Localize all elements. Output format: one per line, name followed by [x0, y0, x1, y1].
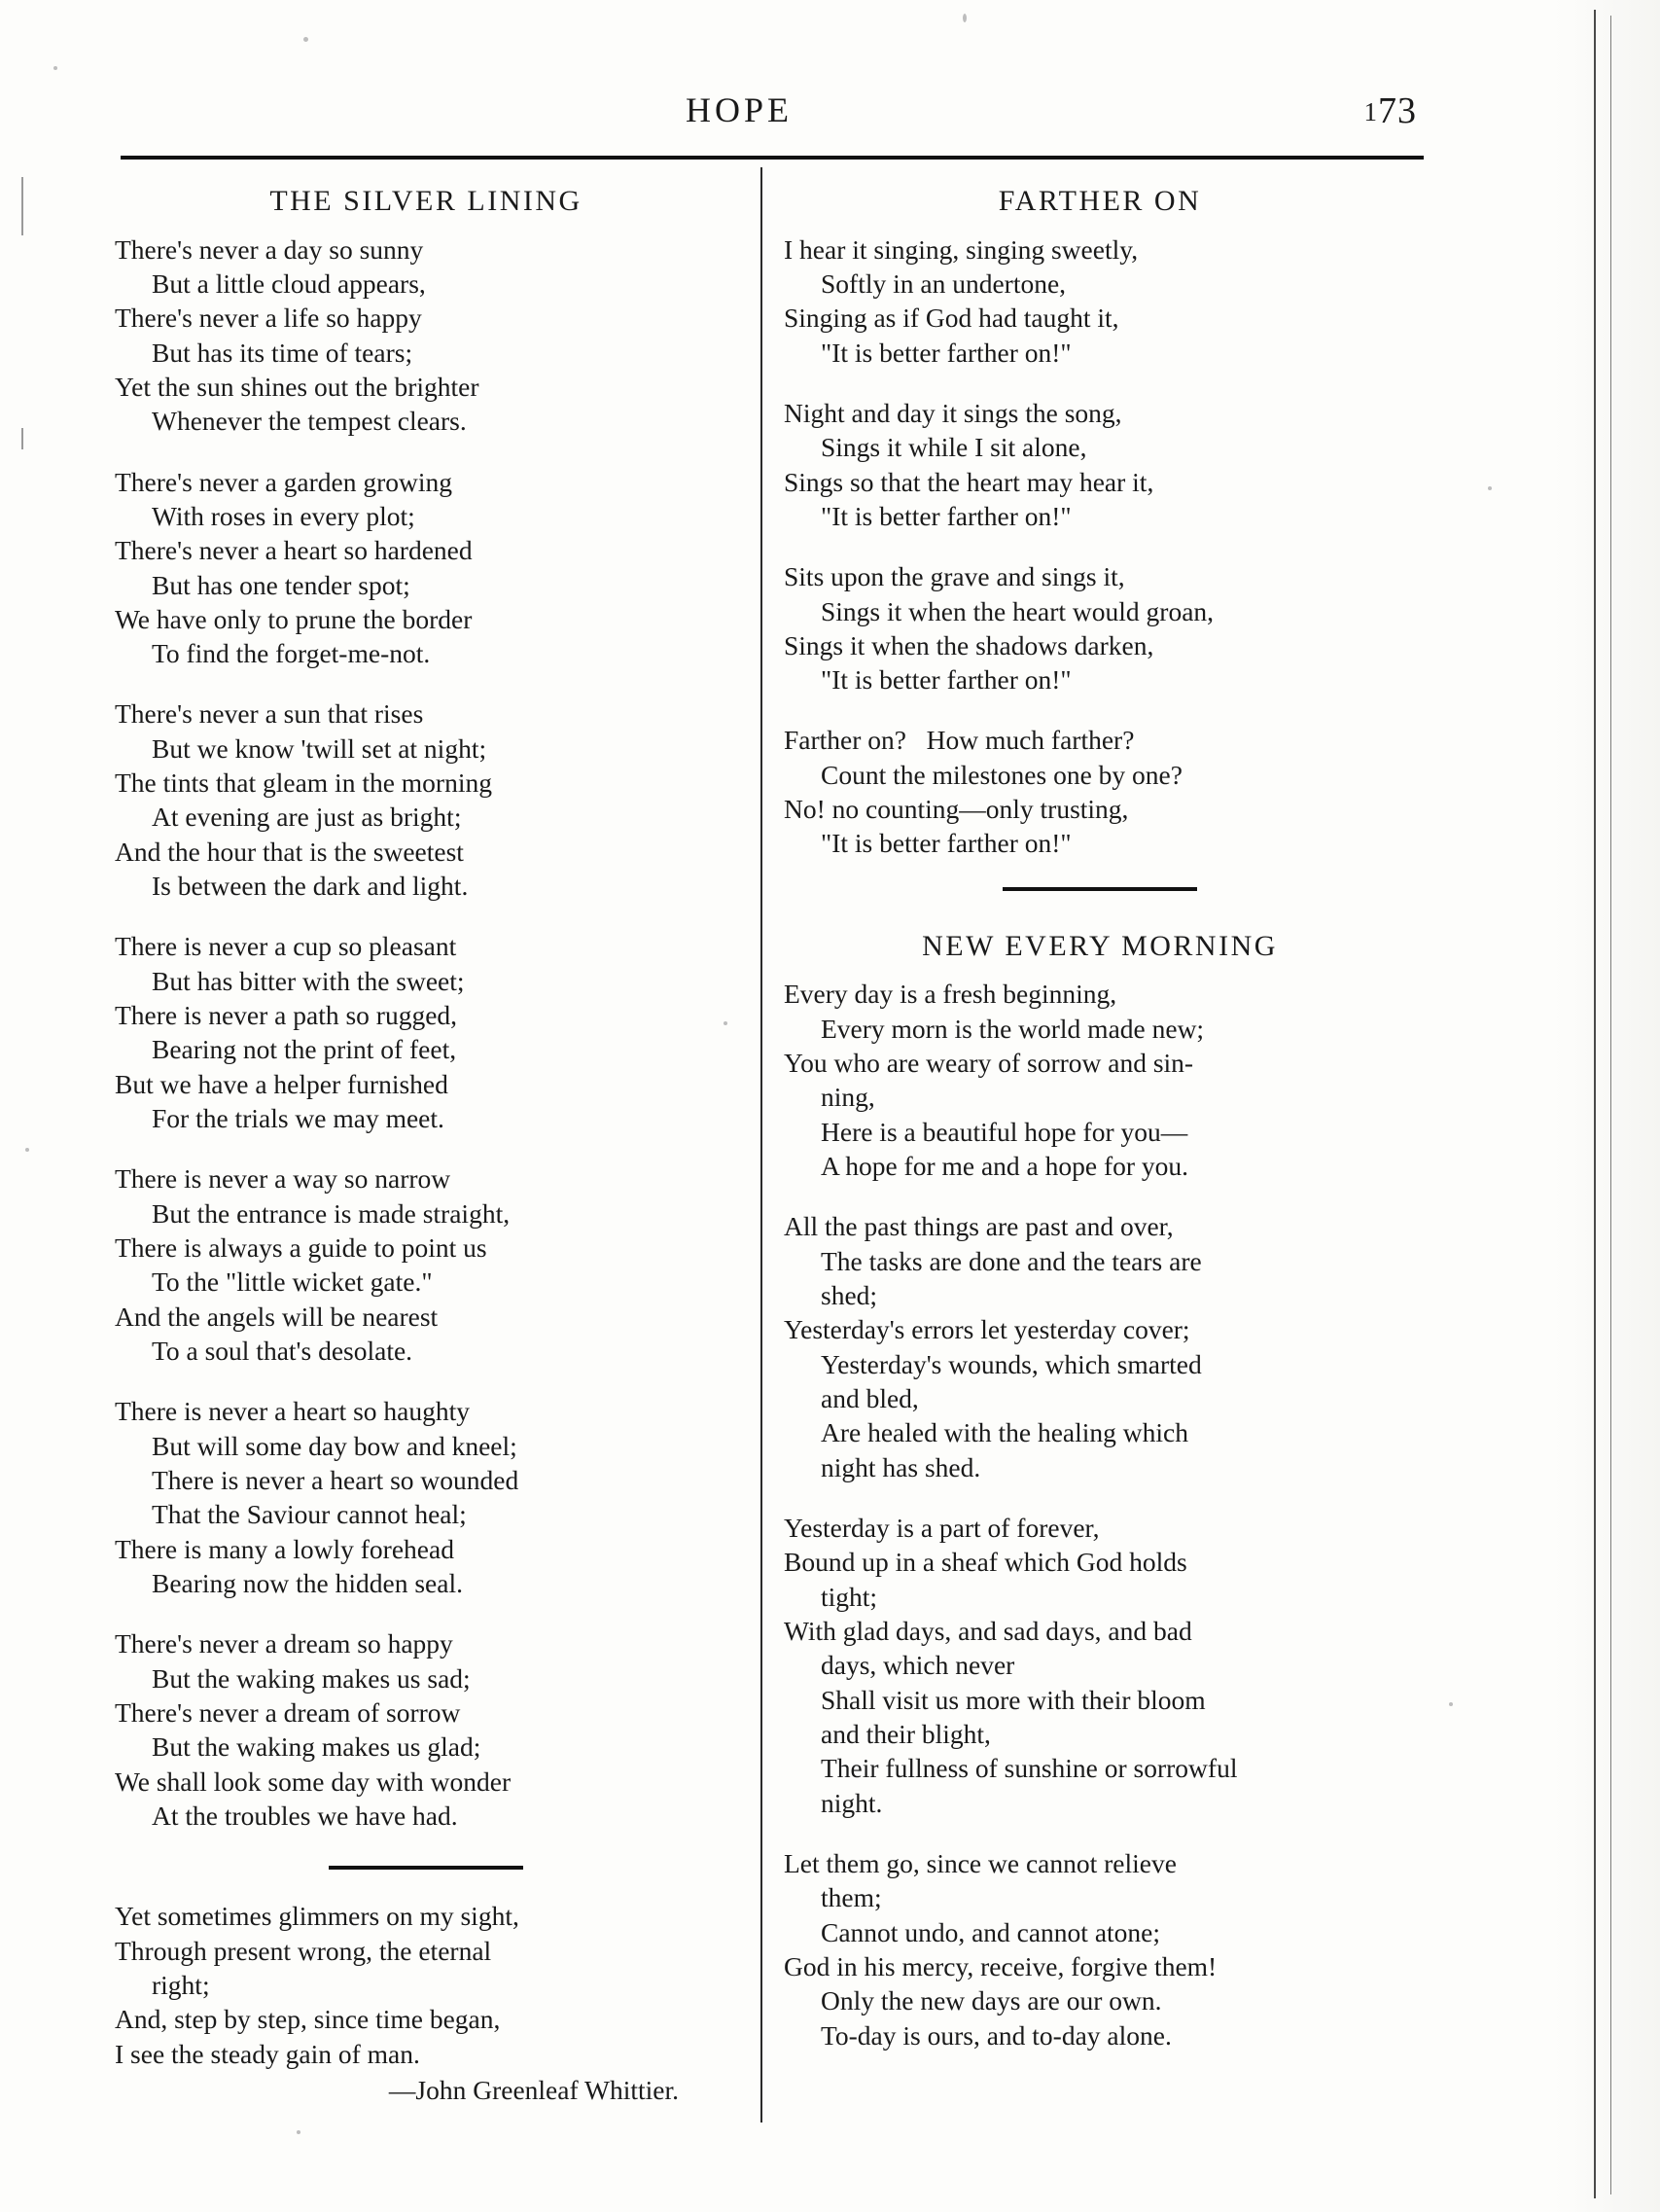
scan-speck	[1488, 486, 1492, 490]
poem-line: "It is better farther on!"	[821, 500, 1072, 531]
gutter-line-outer	[1594, 10, 1596, 2198]
stanza	[115, 1626, 737, 1833]
poem-line: Yesterday's wounds, which smarted	[821, 1348, 1202, 1379]
poem-line: "It is better farther on!"	[821, 828, 1072, 859]
poem-line: There's never a dream of sorrow	[115, 1697, 461, 1729]
poem-line: Bearing now the hidden seal.	[152, 1568, 463, 1599]
poem-line: There's never a life so happy	[115, 303, 422, 334]
poem-line: Here is a beautiful hope for you—	[821, 1116, 1188, 1147]
stanza	[784, 723, 1416, 860]
poem-line: Through present wrong, the eternal	[115, 1935, 492, 1966]
scan-speck	[724, 1021, 727, 1025]
gutter-line-inner	[1610, 16, 1611, 2194]
poem-line: Sits upon the grave and sings it,	[784, 561, 1125, 592]
poem-line: There is always a guide to point us	[115, 1232, 487, 1264]
poem-line: At evening are just as bright;	[152, 802, 462, 833]
poem-line: ning,	[821, 1082, 875, 1113]
poem-line: But has one tender spot;	[152, 569, 410, 600]
poem-line: Sings so that the heart may hear it,	[784, 466, 1154, 497]
poem-line: With glad days, and sad days, and bad	[784, 1615, 1192, 1646]
poem-line: No! no counting—only trusting,	[784, 794, 1129, 825]
stanza	[115, 232, 737, 439]
poem-line: Sings it when the shadows darken,	[784, 629, 1154, 660]
poem-line: There is never a way so narrow	[115, 1163, 451, 1195]
poem-line: right;	[152, 1969, 210, 2000]
poem-line: But has its time of tears;	[152, 337, 413, 368]
poem-line: Softly in an undertone,	[821, 268, 1067, 299]
section-rule	[1003, 887, 1197, 891]
poem-line: The tasks are done and the tears are	[821, 1245, 1202, 1276]
poem-line: Sings it when the heart would groan,	[821, 595, 1215, 626]
margin-mark-lower	[21, 428, 23, 449]
poem-line: Farther on? How much farther?	[784, 725, 1135, 756]
page-number-rest: 73	[1378, 90, 1417, 131]
scan-speck	[53, 66, 57, 70]
poem-line: days, which never	[821, 1650, 1015, 1681]
poem-line: Whenever the tempest clears.	[152, 406, 467, 437]
poem-line: Yesterday's errors let yesterday cover;	[784, 1314, 1190, 1345]
poem-line: But we know 'twill set at night;	[152, 732, 487, 764]
poem-line: "It is better farther on!"	[821, 337, 1072, 368]
poem-line: Every morn is the world made new;	[821, 1013, 1205, 1044]
poem-line: tight;	[821, 1581, 878, 1612]
scan-speck	[297, 2130, 300, 2134]
tail-poem	[115, 1899, 737, 2107]
poem-line: The tints that gleam in the morning	[115, 767, 492, 799]
poem-title-new-every-morning: NEW EVERY MORNING	[922, 929, 1278, 962]
poem-line: There is many a lowly forehead	[115, 1533, 454, 1564]
column-divider	[760, 167, 762, 2123]
poem-line: You who are weary of sorrow and sin-	[784, 1048, 1194, 1078]
poem-line: And, step by step, since time began,	[115, 2004, 501, 2035]
poem-line: Cannot undo, and cannot atone;	[821, 1916, 1161, 1947]
poem-line: Count the milestones one by one?	[821, 759, 1183, 790]
poem-line: Yet the sun shines out the brighter	[115, 371, 479, 402]
poem-line: But the waking makes us glad;	[152, 1731, 481, 1763]
poem-line: Bearing not the print of feet,	[152, 1034, 457, 1065]
poem-line: Let them go, since we cannot relieve	[784, 1847, 1177, 1878]
stanza	[115, 1394, 737, 1600]
poem-line: and their blight,	[821, 1718, 991, 1749]
page-number-prefix: 1	[1363, 97, 1378, 126]
stanza	[784, 1511, 1416, 1820]
poem-line: shed;	[821, 1279, 878, 1310]
stanza	[115, 929, 737, 1135]
page-gutter-shading	[1553, 0, 1660, 2212]
page-header	[0, 89, 1660, 138]
poem-line: Yet sometimes glimmers on my sight,	[115, 1901, 519, 1932]
scan-speck	[963, 14, 967, 22]
poem-line: At the troubles we have had.	[152, 1801, 458, 1831]
poem-title-silver-lining: THE SILVER LINING	[269, 185, 583, 217]
poem-line: Yesterday is a part of forever,	[784, 1512, 1100, 1543]
poem-line: There is never a path so rugged,	[115, 1000, 458, 1031]
poem-line: To the "little wicket gate."	[152, 1267, 433, 1298]
poem-line: But will some day bow and kneel;	[152, 1430, 517, 1461]
stanza	[115, 696, 737, 903]
stanza	[784, 977, 1416, 1183]
scan-speck	[303, 37, 308, 42]
poem-line: them;	[821, 1882, 882, 1913]
poem-line: There is never a cup so pleasant	[115, 931, 457, 962]
poem-line: A hope for me and a hope for you.	[821, 1150, 1189, 1181]
poem-line: Every day is a fresh beginning,	[784, 979, 1117, 1010]
poem-line: And the hour that is the sweetest	[115, 836, 464, 867]
poem-line: For the trials we may meet.	[152, 1103, 444, 1134]
poem-line: and bled,	[821, 1382, 919, 1413]
poem-line: But we have a helper furnished	[115, 1068, 448, 1099]
poem-line: Sings it while I sit alone,	[821, 432, 1087, 463]
running-title: HOPE	[685, 90, 793, 129]
poem-line: night has shed.	[821, 1451, 981, 1482]
page-number	[1364, 89, 1418, 132]
stanza	[115, 465, 737, 671]
poem-line: But has bitter with the sweet;	[152, 965, 465, 996]
right-column	[784, 175, 1416, 2079]
poem-line: Singing as if God had taught it,	[784, 303, 1119, 334]
poem-line: There's never a garden growing	[115, 466, 453, 497]
poem-line: To-day is ours, and to-day alone.	[821, 2019, 1172, 2051]
stanza	[784, 396, 1416, 533]
stanza	[784, 1209, 1416, 1484]
poem-line: To find the forget-me-not.	[152, 638, 431, 669]
poem-line: There's never a dream so happy	[115, 1628, 453, 1659]
poem-line: That the Saviour cannot heal;	[152, 1499, 467, 1530]
scan-speck	[1449, 1702, 1453, 1706]
poem-line: There is never a heart so wounded	[152, 1465, 519, 1496]
stanza	[784, 232, 1416, 370]
margin-mark-upper	[21, 177, 23, 235]
poem-line: There's never a day so sunny	[115, 233, 424, 265]
poem-line: There's never a sun that rises	[115, 698, 424, 730]
poem-line: night.	[821, 1787, 883, 1818]
poem-line: With roses in every plot;	[152, 500, 415, 531]
poem-line: And the angels will be nearest	[115, 1301, 439, 1332]
stanza	[784, 559, 1416, 696]
header-rule	[121, 156, 1424, 160]
poem-line: We shall look some day with wonder	[115, 1766, 512, 1797]
poem-line: God in his mercy, receive, forgive them!	[784, 1950, 1218, 1981]
left-column	[115, 175, 737, 2107]
poem-line: Are healed with the healing which	[821, 1417, 1188, 1448]
poem-line: All the past things are past and over,	[784, 1211, 1174, 1242]
stanza	[784, 1846, 1416, 2052]
scan-speck	[25, 1148, 29, 1152]
poem-line: Bound up in a sheaf which God holds	[784, 1547, 1187, 1578]
poem-line: Shall visit us more with their bloom	[821, 1684, 1206, 1715]
poem-line: "It is better farther on!"	[821, 664, 1072, 696]
poem-line: I hear it singing, singing sweetly,	[784, 233, 1139, 265]
section-rule	[329, 1866, 523, 1870]
poem-line: There is never a heart so haughty	[115, 1396, 470, 1427]
poem-line: There's never a heart so hardened	[115, 535, 473, 566]
poem-line: To a soul that's desolate.	[152, 1336, 413, 1367]
poem-line: But the waking makes us sad;	[152, 1662, 471, 1694]
poem-line: Is between the dark and light.	[152, 871, 469, 902]
poem-line: We have only to prune the border	[115, 603, 473, 634]
poem-title-farther-on: FARTHER ON	[998, 185, 1202, 217]
poem-line: Night and day it sings the song,	[784, 397, 1122, 428]
poem-line: But the entrance is made straight,	[152, 1197, 511, 1229]
poem-line: I see the steady gain of man.	[115, 2038, 420, 2069]
poem-line: Their fullness of sunshine or sorrowful	[821, 1753, 1238, 1784]
stanza	[115, 1161, 737, 1368]
poem-attribution: —John Greenleaf Whittier.	[388, 2074, 679, 2105]
poem-line: But a little cloud appears,	[152, 268, 426, 299]
poem-line: Only the new days are our own.	[821, 1985, 1162, 2016]
